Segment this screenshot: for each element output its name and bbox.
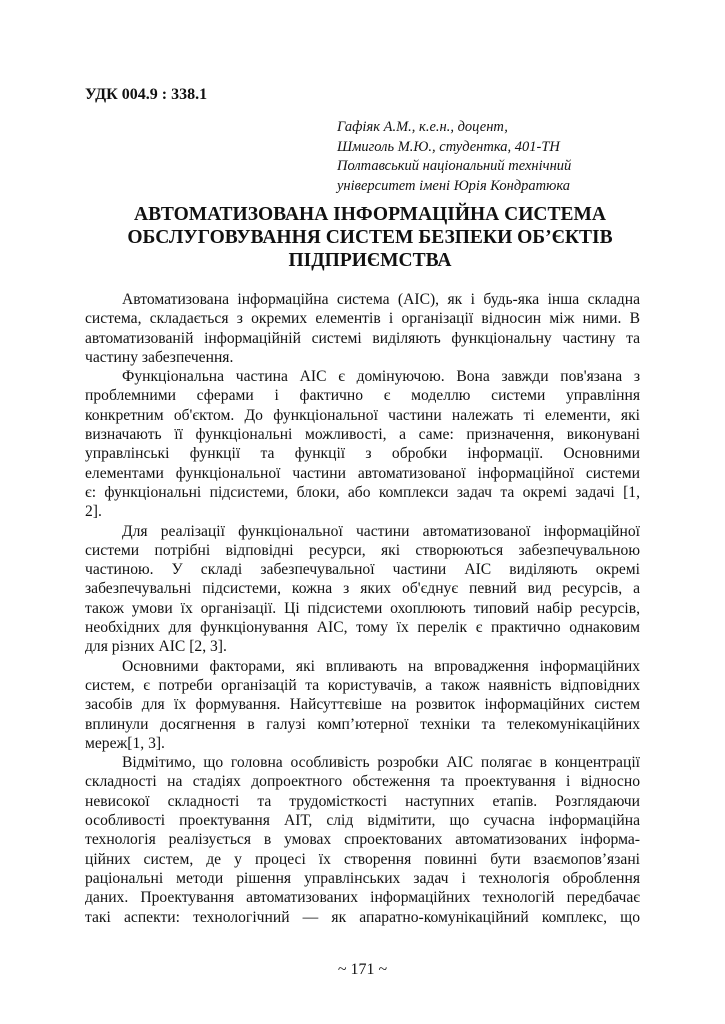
text-line: частину забезпечення.: [85, 348, 234, 366]
text-line: автоматизованій інформаційній системі виділяють функціональну частину та: [85, 329, 640, 347]
text-line: Функціональна частина АІС є домінуючою. Вона завжди пов'язана з: [122, 368, 640, 386]
text-line: вплинули досягнення в галузі комп’ютерної техніки та телекомунікаційних: [85, 715, 640, 733]
text-line: Відмітимо, що головна особливість розробки АІС полягає в концентрації: [122, 754, 640, 772]
text-line: також умови їх організації. Ці підсистеми охоплюють типовий набір ресурсів,: [85, 599, 640, 617]
text-line: Основними факторами, які впливають на впровадження інформаційних: [122, 657, 640, 675]
title-line: ПІДПРИЄМСТВА: [288, 250, 452, 271]
text-line: даних. Проектування автоматизованих інформаційних технологій передбачає: [85, 889, 640, 907]
paragraph: [85, 290, 640, 367]
text-line: для різних АІС [2, 3].: [85, 638, 227, 656]
article-body: [85, 290, 640, 927]
udk-code: УДК 004.9 : 338.1: [85, 86, 208, 103]
text-line: система, складається з окремих елементів і організації відносин між ними. В: [85, 310, 640, 328]
text-line: такі аспекти: технологічний — як апаратно-комунікаційний комплекс, що: [85, 908, 640, 926]
text-line: мереж[1, 3].: [85, 734, 165, 752]
author-line: Шмиголь М.Ю., студентка, 401-ТН: [337, 138, 560, 155]
text-line: 2].: [85, 503, 102, 521]
text-line: складності на стадіях допроектного обстеження та проектування і відносно: [85, 773, 640, 791]
paragraph: [85, 657, 640, 753]
text-line: Для реалізації функціональної частини автоматизованої інформаційної: [122, 522, 640, 540]
text-line: особливості проектування АІТ, слід відмітити, що сучасна інформаційна: [85, 812, 640, 830]
text-line: засобів для їх формування. Найсуттєвіше на розвиток інформаційних систем: [85, 696, 640, 714]
author-line: Гафіяк А.М., к.е.н., доцент,: [337, 119, 508, 135]
text-line: проблемними сферами і фактично є моделлю системи управління: [85, 387, 640, 405]
text-line: елементами функціональної частини автоматизованої інформаційної системи: [85, 464, 640, 482]
affiliation-line: Полтавський національний технічний: [337, 158, 572, 175]
text-line: необхідних для функціонування АІС, тому їх перелік є практично однаковим: [85, 619, 640, 637]
page-number: ~ 171 ~: [337, 961, 388, 978]
paragraph: [85, 367, 640, 521]
text-line: Автоматизована інформаційна система (АІС), як і будь-яка інша складна: [122, 291, 640, 308]
text-line: забезпечувальні підсистеми, кожна з яких об'єднує певний вид ресурсів, а: [85, 580, 640, 598]
text-line: конкретним об'єктом. До функціональної частини належать ті елементи, які: [85, 406, 640, 424]
text-line: системи потрібні відповідні ресурси, які створюються забезпечувальною: [85, 541, 640, 559]
text-line: визначають її функціональні можливості, а саме: призначення, виконувані: [85, 426, 640, 444]
text-line: технологія реалізується в умовах спроектованих автоматизованих інформа-: [85, 831, 640, 849]
text-line: управлінські функції та функції з обробки інформації. Основними: [85, 445, 640, 463]
title-line: АВТОМАТИЗОВАНА ІНФОРМАЦІЙНА СИСТЕМА: [134, 204, 606, 225]
text-line: ційних систем, де у процесі їх створення повинні бути взаємопов’язані: [85, 850, 640, 868]
affiliation-line: університет імені Юрія Кондратюка: [337, 178, 571, 195]
paragraph: [85, 522, 640, 657]
paragraph: [85, 753, 640, 927]
text-line: систем, є потреби організацій та користувачів, а також наявність відповідних: [85, 676, 640, 694]
text-line: невисокої складності та трудомісткості наступних етапів. Розглядаючи: [85, 792, 640, 810]
article-title: [60, 203, 680, 272]
text-line: частиною. У складі забезпечувальної частини АІС виділяють окремі: [85, 561, 640, 579]
text-line: є: функціональні підсистеми, блоки, або комплекси задач та окремі задачі [1,: [85, 483, 640, 501]
author-block: [337, 118, 571, 197]
title-line: ОБСЛУГОВУВАННЯ СИСТЕМ БЕЗПЕКИ ОБ’ЄКТІВ: [127, 227, 613, 248]
text-line: раціональні методи рішення управлінських задач і технологія оброблення: [85, 869, 640, 887]
